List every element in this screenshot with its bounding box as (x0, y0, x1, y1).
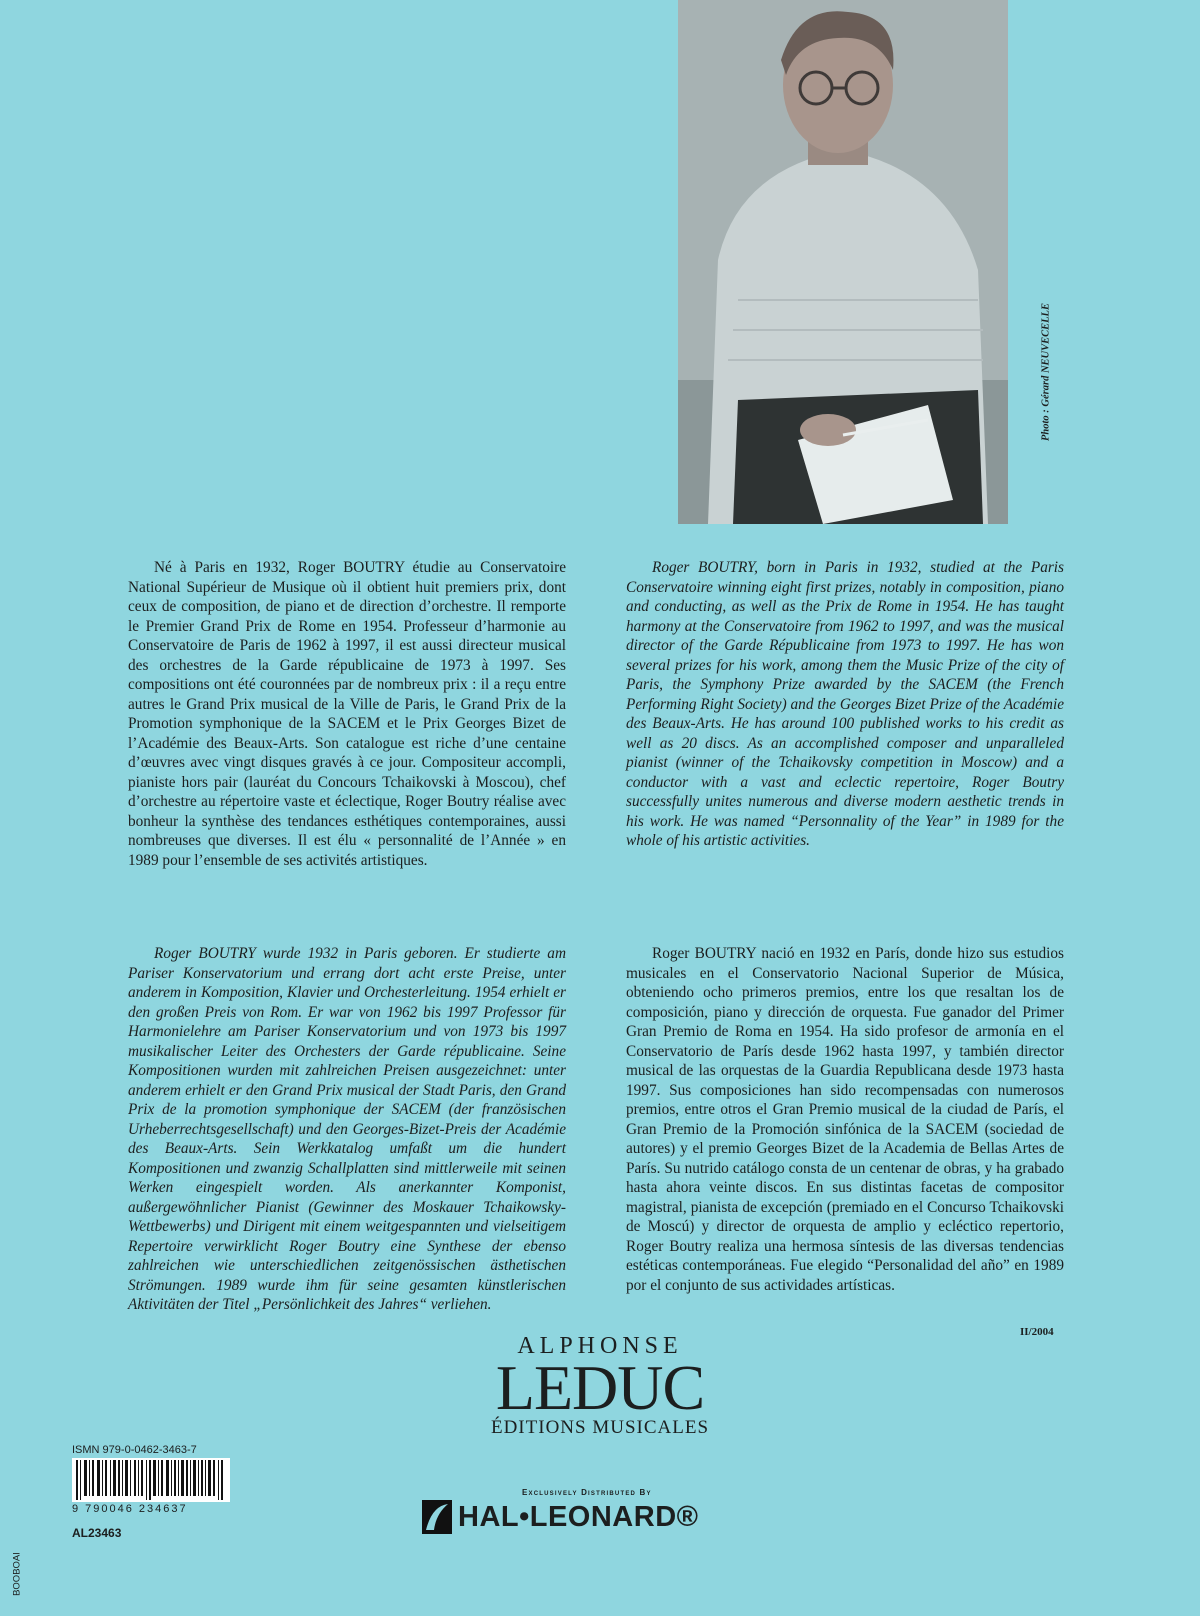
barcode-graphic (72, 1458, 230, 1502)
side-code: BOOBOAI (11, 1552, 23, 1596)
bio-german: Roger BOUTRY wurde 1932 in Paris geboren. Er studierte am Pariser Konservatorium und errang dort acht erste Preise, unter anderem in Komposition, Klavier und Orchesterleitung. 1954 erhielt er den großen Preis von Rom. Er war von 1962 bis 1997 Professor für Harmonielehre am Pariser Konservatorium und von 1973 bis 1997 musikalischer Leiter des Orchesters der Garde républicaine. Seine Kompositionen wurden mit zahlreichen Preisen ausgezeichnet: unter anderem erhielt er den Grand Prix musical der Stadt Paris, den Grand Prix de la promotion symphonique der SACEM (der französischen Urheberrechtsgesellschaft) und den Georges-Bizet-Preis der Académie des Beaux-Arts. Sein Werkkatalog umfaßt um die hundert Kompositionen und zwanzig Schallplatten sind mittlerweile mit seinen Werken eingespielt worden. Als anerkannter Komponist, außergewöhnlicher Pianist (Gewinner des Moskauer Tchaikowsky-Wettbewerbs) und Dirigent mit einem weitgespannten und vielseitigem Repertoire verwirklicht Roger Boutry eine Synthese der ebenso zahlreichen wie unterschiedlichen zeitgenössischen ästhetischen Strömungen. 1989 wurde ihm für seine gesamten künstlerischen Aktivitäten der Titel „Persönlichkeit des Jahres“ verliehen. (128, 945, 566, 1313)
distributor-logo (422, 1500, 699, 1534)
ismn-code: ISMN 979-0-0462-3463-7 (72, 1444, 197, 1456)
composer-photo (678, 0, 1008, 524)
publisher-line1: ALPHONSE (517, 1333, 683, 1359)
distributor-name: HAL•LEONARD® (458, 1500, 699, 1533)
barcode-digits: 9 790046 234637 (72, 1503, 188, 1515)
publisher-logo (470, 1334, 730, 1438)
catalog-reference: AL23463 (72, 1526, 122, 1540)
barcode-block (72, 1444, 232, 1515)
publisher-line3: ÉDITIONS MUSICALES (490, 1417, 710, 1438)
bio-french: Né à Paris en 1932, Roger BOUTRY étudie au Conservatoire National Supérieur de Musique où il obtient huit premiers prix, dont ceux de composition, de piano et de direction d’orchestre. Il remporte le Premier Grand Prix de Rome en 1954. Professeur d’harmonie au Conservatoire de Paris de 1962 à 1997, il est aussi directeur musical des orchestres de la Garde républicaine de 1973 à 1997. Ses compositions ont été couronnées par de nombreux prix : il a reçu entre autres le Grand Prix musical de la Ville de Paris, le Grand Prix de la Promotion symphonique de la SACEM et le Prix Georges Bizet de l’Académie des Beaux-Arts. Son catalogue est riche d’une centaine d’œuvres avec vingt disques gravés à ce jour. Compositeur accompli, pianiste hors pair (lauréat du Concours Tchaikovski à Moscou), chef d’orchestre au répertoire vaste et éclectique, Roger Boutry réalise avec bonheur la synthèse des tendances esthétiques contemporaines, aussi nombreuses que diverses. Il est élu « personnalité de l’Année » en 1989 pour l’ensemble de ses activités artistiques. (128, 559, 566, 869)
bio-english: Roger BOUTRY, born in Paris in 1932, studied at the Paris Conservatoire winning eight first prizes, notably in composition, piano and conducting, as well as the Prix de Rome in 1954. He has taught harmony at the Conservatoire from 1962 to 1997, and was the musical director of the Garde Républicaine from 1973 to 1997. He has won several prizes for his work, among them the Music Prize of the city of Paris, the Symphony Prize awarded by the SACEM (the French Performing Right Society) and the Georges Bizet Prize of the Académie des Beaux-Arts. He has around 100 published works to his credit as well as 20 discs. As an accomplished composer and unparalleled pianist (winner of the Tchaikovsky competition in Moscow) and a conductor with a vast and eclectic repertoire, Roger Boutry successfully unites numerous and diverse modern aesthetic trends in his work. He was named “Personnality of the Year” in 1989 for the whole of his artistic activities. (626, 559, 1064, 849)
hal-leonard-emblem-icon (422, 1500, 452, 1534)
bio-spanish: Roger BOUTRY nació en 1932 en París, donde hizo sus estudios musicales en el Conservatorio Nacional Superior de Música, obteniendo ocho primeros premios, entre los que resaltan los de composición, piano y dirección de orquesta. Fue ganador del Primer Gran Premio de Roma en 1954. Ha sido profesor de armonía en el Conservatorio de París desde 1962 hasta 1997, y también director musical de las orquestas de la Guardia Republicana desde 1973 hasta 1997. Sus composiciones han sido recompensadas con numerosos premios, entre otros el Gran Premio musical de la ciudad de París, el Gran Premio de la Promoción sinfónica de la SACEM (sociedad de autores) y el premio Georges Bizet de la Academia de Bellas Artes de París. Su nutrido catálogo consta de un centenar de obras, y ha grabado hasta ahora veinte discos. En sus distintas facetas de compositor magistral, pianista de excepción (premiado en el Concurso Tchaikovski de Moscú) y director de orquesta de amplio y ecléctico repertorio, Roger Boutry realiza una hermosa síntesis de las diversas tendencias estéticas contemporáneas. Fue elegido “Personalidad del año” en 1989 por el conjunto de sus actividades artísticas. (626, 945, 1064, 1294)
photo-credit: Photo : Gérard NEUVECELLE (1040, 303, 1052, 441)
distributor-tagline: Exclusively Distributed By (522, 1488, 652, 1497)
edition-date: II/2004 (1020, 1326, 1054, 1338)
publisher-line2: LEDUC (495, 1352, 705, 1423)
